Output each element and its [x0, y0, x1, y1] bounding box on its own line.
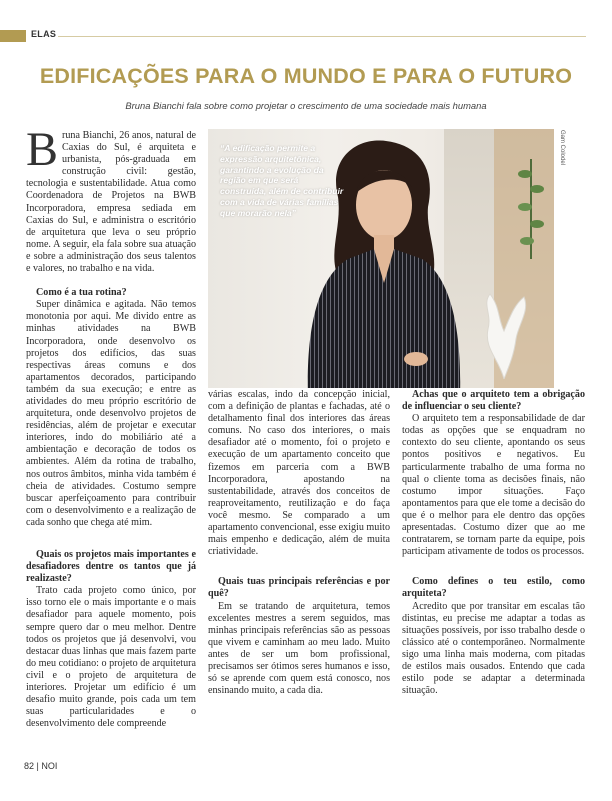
- intro-paragraph: [26, 123, 196, 275]
- question-3: Quais tuas principais referências e por quê?: [208, 576, 390, 600]
- sculpture-icon: [474, 289, 534, 379]
- answer-5: Acredito que por transitar em escalas tão distintas, eu precise me adaptar a todas as situações possíveis, por isso trabalho desde o clássico até o contemporâneo. Normalmente sigo uma linha mais moderna, com pitadas de estilos mais ousados. Entendo que cada estilo pode se adaptar a determinada situação.: [402, 600, 585, 697]
- question-4: Achas que o arquiteto tem a obrigação de influenciar o seu cliente?: [402, 389, 585, 413]
- answer-3: Em se tratando de arquitetura, temos excelentes mestres a serem seguidos, mas minhas principais referências são as pessoas que vivem e caminham ao meu lado. Muito antes de ser um bom profissional, precisamos ser ótimos seres humanos e isso, só se aprende com quem está conosco, nos ensinando muito, a cada dia.: [208, 600, 390, 697]
- page-number: 82 | NOI: [24, 761, 58, 771]
- question-5: Como defines o teu estilo, como arquiteta?: [402, 576, 585, 600]
- answer-4: O arquiteto tem a responsabilidade de dar todas as opções que se enquadram no contexto do seu cliente, apontando os seus pontos positivos e negativos. Eu particularmente trabalho de uma forma no qual o cliente toma as decisões finais, não costumo impor situações. Faço apontamentos para que ele tome a decisão do que é o melhor para ele dentro das opções apresentadas. Costumo dizer que ao me contratarem, se tornam parte da equipe, pois participam ativamente de todos os processos.: [402, 413, 585, 558]
- answer-2-part-1: Trato cada projeto como único, por isso torno ele o mais importante e o mais desafiador para aquele momento, pois sempre quero dar o meu melhor. Dentre todos os projetos que já desenvolvi, vou destacar duas linhas que mais fazem parte do meu cotidiano: o projeto de arquitetura civil e o projeto de arquitetura de interiores. Projetar um edifício é um desafio muito grande, pois cada um tem suas particularidades e o desenvolvimento dele compreende: [26, 585, 196, 730]
- section-rule: [58, 36, 586, 37]
- photo-credit: [556, 130, 566, 190]
- question-1: Como é a tua rotina?: [36, 287, 127, 299]
- article-subtitle: Bruna Bianchi fala sobre como projetar o crescimento de uma sociedade mais humana: [125, 100, 487, 111]
- column-1: [26, 123, 196, 730]
- answer-2-part-2: várias escalas, indo da concepção inicial, com a definição de plantas e fachadas, até o detalhamento final dos interiores das áreas comuns. No caso dos interiores, o mais desafiador até o momento, foi o projeto e execução de um apartamento conceito que fizemos em parceria com a BWB Incorporadora, apostando na sustentabilidade, através dos conceitos de reaproveitamento, reutilização e do faça você mesmo. Se comparado a um apartamento convencional, esse exigiu muito mais empenho e dedicação, além de muita criatividade.: [208, 389, 390, 558]
- question-2: Quais os projetos mais importantes e desafiadores dentre os tantos que já realizaste?: [26, 549, 196, 585]
- column-2: [208, 389, 390, 697]
- drop-cap: B: [26, 123, 59, 176]
- section-marker: [0, 30, 26, 42]
- answer-1: Super dinâmica e agitada. Não temos monotonia por aqui. Me divido entre as minhas atividades na BWB Incorporadora, onde desenvolvo os projetos dos edifícios, das suas respectivas áreas comuns e dos apartamentos decorados, participando também da sua execução; e entre as atividades do meu próprio escritório de arquitetura, onde desenvolvo projetos de residências, além de projetar e executar interiores, indo do mobiliário até a ambientação e decoração de todos os ambientes. Além da rotina de trabalho, nos outros âmbitos, minha vida também é cheia de atividades. Costumo sempre buscar aperfeiçoamento para contribuir com o desenvolvimento e a realização de cada sonho que chega até mim.: [26, 299, 196, 528]
- article-title: EDIFICAÇÕES PARA O MUNDO E PARA O FUTURO: [39, 64, 573, 88]
- intro-text: runa Bianchi, 26 anos, natural de Caxias do Sul, é arquiteta e urbanista, pós-graduada em construção civil: gestão, tecnologia e sustentabilidade. Atua como Coordenadora de Projetos na BWB Incorporadora, empresa sediada em Caxias do Sul, e administra o escritório de arquitetura que leva o seu próprio nome. A seguir, ela fala sobre sua atuação e sobre a administração dos seus talentos e valores, no trabalho e na vida.: [26, 130, 196, 275]
- plant-icon: [516, 149, 546, 259]
- section-label: ELAS: [31, 29, 57, 39]
- column-3: [402, 389, 585, 697]
- photo-credit-text: Gam Colodel: [559, 130, 565, 166]
- pull-quote: “A edificação permite a expressão arquitetônica, garantindo a evolução da região em que será construída, além de contribuir com a vida de várias famílias que morarão nela”: [220, 143, 344, 218]
